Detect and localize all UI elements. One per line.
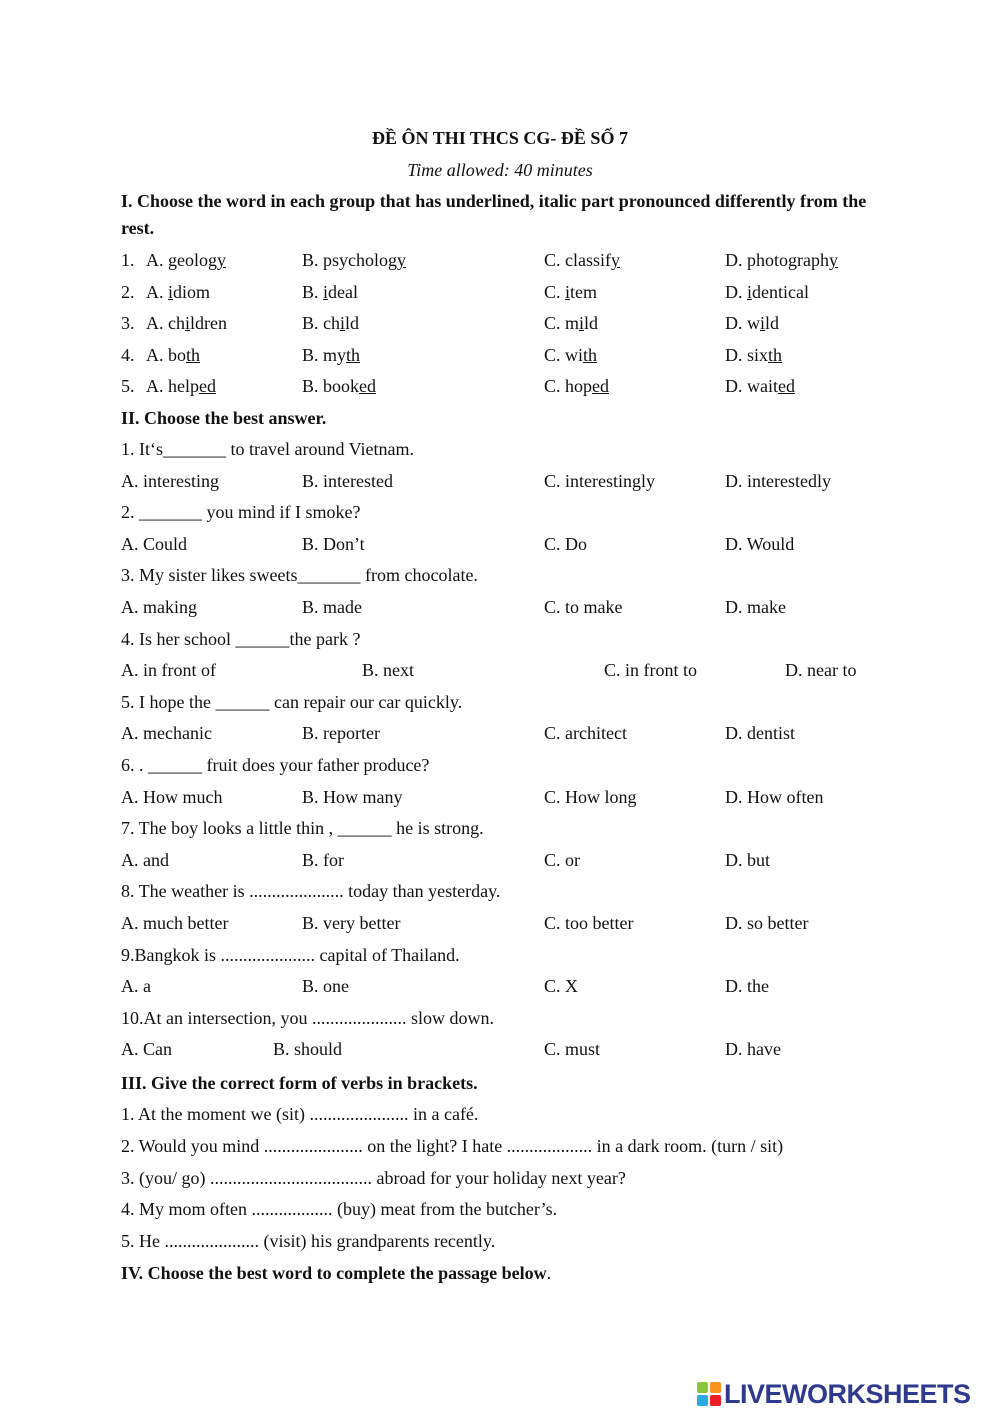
option-text: C. wi [544,344,584,365]
question-text: 3. My sister likes sweets_______ from chocolate. [121,565,478,586]
verb-question: 3. (you/ go) .................................... abroad for your holiday next year? [121,1167,626,1188]
pron-number: 5. [121,376,135,396]
option-text-rest: ldren [190,313,227,333]
answer-option: A. How much [121,786,223,807]
answer-option: B. reporter [302,723,380,744]
option-text-rest: ld [765,313,780,333]
underlined-part: ed [778,376,795,396]
underlined-part: y [397,250,407,270]
question-text: 6. . ______ fruit does your father produce? [121,755,430,775]
answer-option: D. interestedly [725,470,831,491]
verb-question: 2. Would you mind ...................... on the light? I hate ................... in a dark room. (turn / sit) [121,1135,784,1156]
option-text: D. photograph [725,250,829,270]
section-3-heading: III. Give the correct form of verbs in brackets. [121,1073,478,1093]
answer-option: A. a [121,976,151,997]
pron-number: 1. [121,250,135,270]
pron-number: 4. [121,344,135,365]
pron-option [544,311,598,335]
question-text: 5. I hope the ______ can repair our car quickly. [121,691,463,712]
underlined-part: th [346,344,361,365]
option-text: C. classif [544,250,611,270]
pron-option [725,311,779,335]
pron-option [544,374,609,398]
answer-option: D. so better [725,913,809,933]
section-1-heading: I. Choose the word in each group that has underlined, italic part pronounced differently from the rest. [121,191,867,238]
option-text: A. geolog [146,250,217,270]
answer-option: C. X [544,976,579,997]
underlined-part: i [168,281,174,302]
answer-option: A. in front of [121,660,216,681]
pron-number: 3. [121,313,135,333]
pron-option [146,374,216,398]
answer-option: B. very better [302,913,401,933]
option-text: A. ch [146,313,185,333]
option-text-rest: deal [328,281,359,302]
underlined-part: i [323,281,329,302]
option-text: D. wait [725,376,778,396]
pron-option [302,374,376,398]
underlined-part: y [828,250,838,270]
question-text: 8. The weather is ..................... today than yesterday. [121,881,501,902]
answer-option: D. Would [725,533,795,554]
option-text: D. w [725,313,760,333]
underlined-part: th [583,344,598,365]
section-4-heading: IV. Choose the best word to complete the passage below [121,1263,547,1283]
option-text-rest: ld [584,313,599,333]
answer-option: A. mechanic [121,723,212,744]
option-text-rest: tem [570,281,598,302]
answer-option: A. Could [121,533,188,554]
question-text: 1. It‘s_______ to travel around Vietnam. [121,439,415,459]
pron-option [302,311,359,335]
pron-number: 2. [121,281,135,302]
answer-option: C. interestingly [544,470,655,491]
answer-option: C. must [544,1039,601,1060]
logo-text: LIVEWORKSHEETS [724,1378,971,1409]
pron-option [544,280,597,304]
question-text: 10.At an intersection, you ..................... slow down. [121,1007,494,1028]
question-text: 4. Is her school ______the park ? [121,628,361,649]
option-text: B. psycholog [302,250,398,270]
answer-option: B. next [362,660,414,681]
answer-option: A. much better [121,913,229,933]
option-text: C. hop [544,376,593,396]
answer-option: C. architect [544,723,627,744]
answer-option: C. too better [544,913,634,933]
question-text: 2. _______ you mind if I smoke? [121,502,361,523]
verb-question: 1. At the moment we (sit) ...................... in a café. [121,1104,479,1124]
option-text: D. [725,281,747,302]
pron-option [146,311,227,335]
pron-option [302,343,360,367]
question-text: 7. The boy looks a little thin , ______ he is strong. [121,818,484,839]
answer-option: C. How long [544,786,637,807]
underlined-part: i [760,313,766,333]
option-text: B. my [302,344,347,365]
answer-option: B. interested [302,470,393,491]
underlined-part: ed [199,376,216,396]
answer-option: D. How often [725,786,824,807]
logo-mark-icon [697,1382,721,1406]
verb-question: 5. He ..................... (visit) his grandparents recently. [121,1231,496,1252]
underlined-part: y [217,250,226,270]
underlined-part: i [579,313,585,333]
answer-option: A. interesting [121,470,219,491]
option-text: A. bo [146,344,186,365]
answer-option: B. How many [302,786,403,807]
answer-option: A. and [121,849,169,870]
option-text-rest: dentical [752,281,809,302]
option-text: B. [302,281,324,302]
time-allowed: Time allowed: 40 minutes [407,160,593,180]
underlined-part: i [565,281,571,302]
answer-option: D. have [725,1039,781,1060]
answer-option: D. dentist [725,723,795,744]
answer-option: C. to make [544,597,623,617]
answer-option: D. make [725,597,786,617]
pron-option [302,280,358,304]
underlined-part: i [747,281,753,302]
underlined-part: th [768,344,783,365]
answer-option: B. should [273,1039,343,1060]
pron-option [725,280,809,304]
answer-option: D. the [725,976,769,997]
pron-option [146,280,210,304]
answer-option: B. made [302,597,362,617]
answer-option: C. Do [544,533,588,554]
answer-option: C. in front to [604,660,697,681]
underlined-part: i [340,313,346,333]
pron-option [544,248,620,272]
option-text: B. ch [302,313,340,333]
option-text-rest: ld [345,313,360,333]
option-text: B. book [302,376,360,396]
option-text: A. [146,281,168,302]
option-text-rest: diom [173,281,211,302]
answer-option: A. Can [121,1039,172,1060]
answer-option: B. for [302,849,344,870]
option-text: C. [544,281,566,302]
answer-option: D. but [725,849,770,870]
liveworksheets-logo [697,1379,971,1409]
pron-option [725,343,782,367]
pron-option [544,343,597,367]
verb-question: 4. My mom often .................. (buy) meat from the butcher’s. [121,1199,558,1220]
answer-option: B. Don’t [302,533,365,554]
option-text: A. help [146,376,199,396]
page-title: ĐỀ ÔN THI THCS CG- ĐỀ SỐ 7 [372,128,628,148]
pron-option [725,374,795,398]
section-4-heading-dot: . [546,1263,552,1283]
pron-option [725,248,838,272]
option-text: D. six [725,344,769,365]
answer-option: A. making [121,597,197,617]
section-2-heading: II. Choose the best answer. [121,408,327,428]
underlined-part: i [185,313,191,333]
question-text: 9.Bangkok is ..................... capital of Thailand. [121,944,460,965]
option-text: C. m [544,313,580,333]
answer-option: D. near to [785,660,857,681]
answer-option: B. one [302,976,349,997]
pron-option [146,248,226,272]
pron-option [302,248,406,272]
underlined-part: ed [592,376,610,396]
underlined-part: th [186,344,201,365]
answer-option: C. or [544,849,580,870]
section-4-heading-line [121,1261,551,1285]
pron-option [146,343,200,367]
underlined-part: y [611,250,620,270]
underlined-part: ed [359,376,377,396]
